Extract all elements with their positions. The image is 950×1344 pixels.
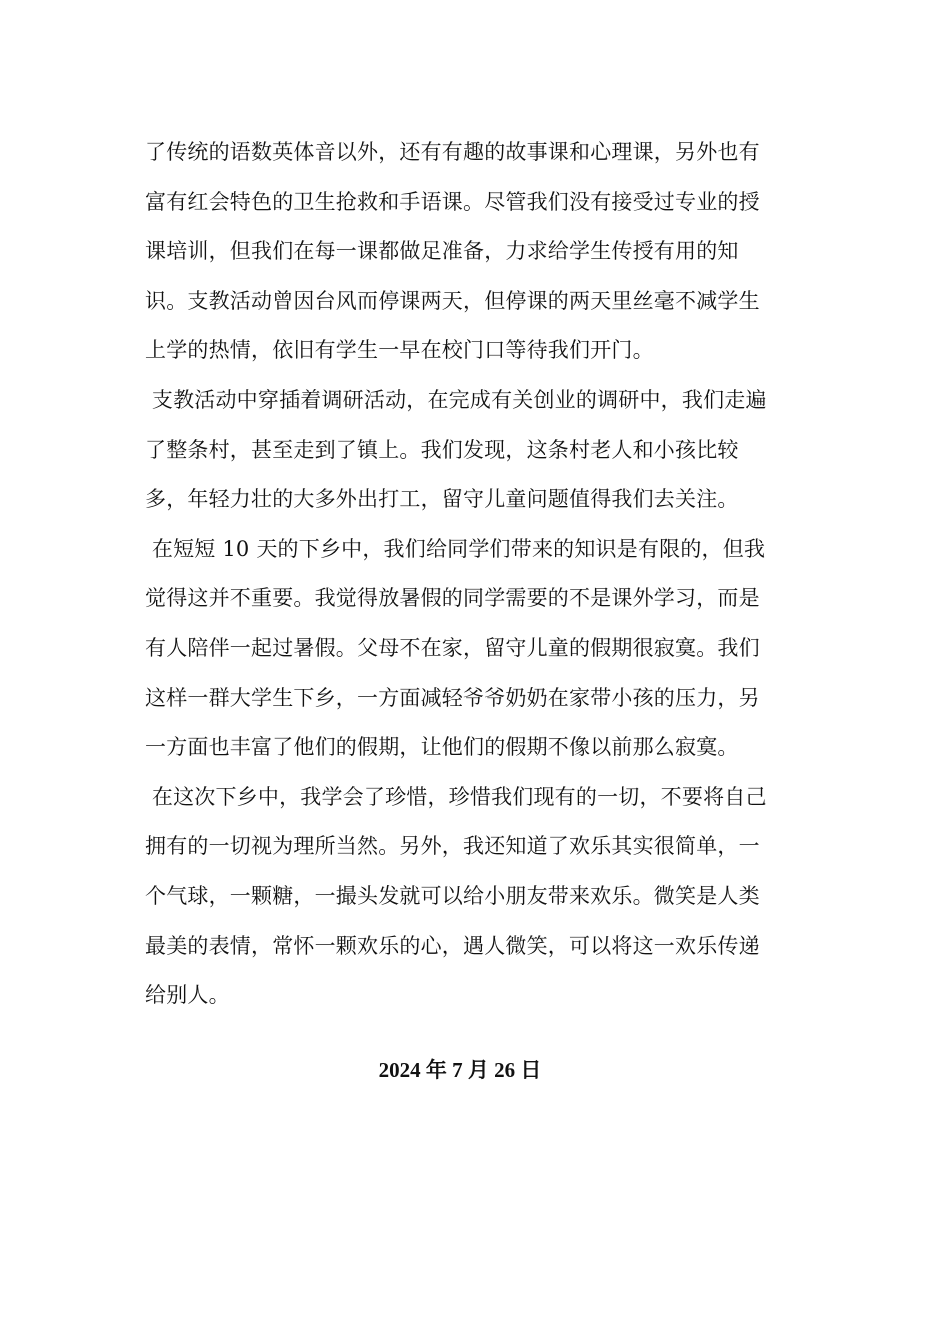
- text-line: 多，年轻力壮的大多外出打工，留守儿童问题值得我们去关注。: [145, 487, 739, 512]
- text-line: 最美的表情，常怀一颗欢乐的心，遇人微笑，可以将这一欢乐传递: [145, 933, 760, 958]
- text-line: 了整条村，甚至走到了镇上。我们发现，这条村老人和小孩比较: [145, 437, 739, 462]
- text-line: 这样一群大学生下乡，一方面减轻爷爷奶奶在家带小孩的压力，另: [145, 685, 760, 710]
- body-text: [145, 128, 810, 1021]
- text-line: 有人陪伴一起过暑假。父母不在家，留守儿童的假期很寂寞。我们: [145, 635, 760, 660]
- text-line: 一方面也丰富了他们的假期，让他们的假期不像以前那么寂寞。: [145, 735, 739, 760]
- text-line: 在短短 10 天的下乡中，我们给同学们带来的知识是有限的，但我: [145, 536, 766, 561]
- text-line: 个气球，一颗糖，一撮头发就可以给小朋友带来欢乐。微笑是人类: [145, 883, 760, 908]
- text-line: 了传统的语数英体音以外，还有有趣的故事课和心理课，另外也有: [145, 140, 760, 164]
- text-line: 富有红会特色的卫生抢救和手语课。尽管我们没有接受过专业的授: [145, 189, 760, 214]
- text-line: 支教活动中穿插着调研活动，在完成有关创业的调研中，我们走遍: [145, 387, 767, 412]
- text-line: 在这次下乡中，我学会了珍惜，珍惜我们现有的一切，不要将自己: [145, 784, 767, 809]
- text-line: 觉得这并不重要。我觉得放暑假的同学需要的不是课外学习，而是: [145, 586, 760, 611]
- text-line: 识。支教活动曾因台风而停课两天，但停课的两天里丝毫不减学生: [145, 288, 760, 313]
- text-line: 给别人。: [145, 983, 230, 1008]
- text-line: 课培训，但我们在每一课都做足准备，力求给学生传授有用的知: [145, 239, 739, 264]
- document-date: 2024 年 7 月 26 日: [378, 1058, 542, 1082]
- text-line: 拥有的一切视为理所当然。另外，我还知道了欢乐其实很简单，一: [145, 834, 760, 859]
- text-line: 上学的热情，依旧有学生一早在校门口等待我们开门。: [145, 338, 654, 363]
